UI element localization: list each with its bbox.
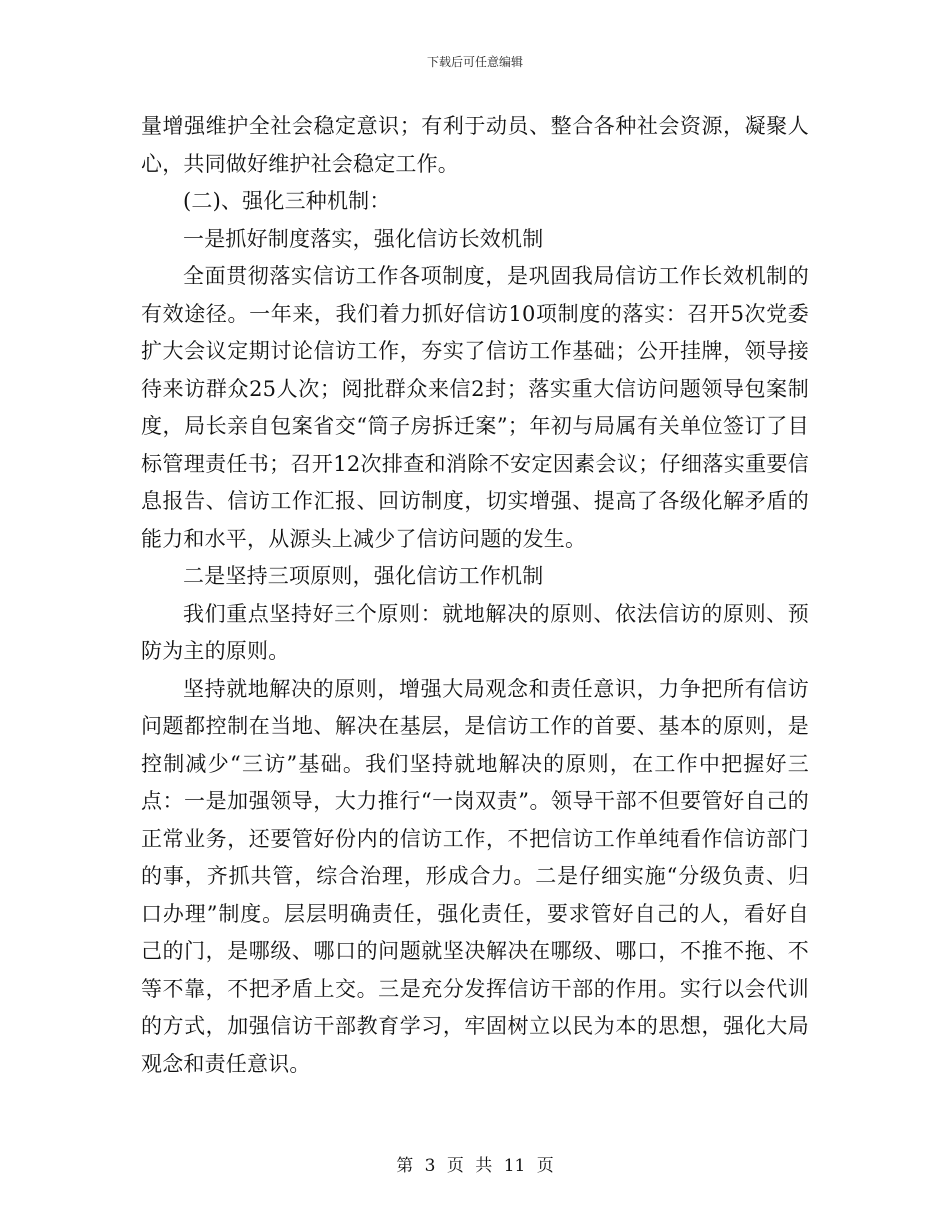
paragraph-principles-list: 我们重点坚持好三个原则：就地解决的原则、依法信访的原则、预防为主的原则。: [141, 601, 809, 663]
document-body: [141, 108, 809, 1083]
subheading-institutional-implementation: 一是抓好制度落实，强化信访长效机制: [183, 226, 544, 251]
paragraph-continuation: 量增强维护全社会稳定意识；有利于动员、整合各种社会资源，凝聚人心，共同做好维护社会稳定工作。: [141, 114, 809, 176]
download-note: 下载后可任意编辑: [426, 55, 523, 69]
subheading-three-principles: 二是坚持三项原则，强化信访工作机制: [183, 564, 544, 588]
section-heading-three-mechanisms: (二)、强化三种机制：: [183, 189, 391, 213]
page-number: 第 3 页 共 11 页: [396, 1156, 554, 1176]
paragraph-local-resolution: 坚持就地解决的原则，增强大局观念和责任意识，力争把所有信访问题都控制在当地、解决在基层，是信访工作的首要、基本的原则，是控制减少“三访”基础。我们坚持就地解决的原则，在工作中把握好三点：一是加强领导，大力推行“一岗双责”。领导干部不但要管好自己的正常业务，还要管好份内的信访工作，不把信访工作单纯看作信访部门的事，齐抓共管，综合治理，形成合力。二是仔细实施“分级负责、归口办理”制度。层层明确责任，强化责任，要求管好自己的人，看好自己的门，是哪级、哪口的问题就坚决解决在哪级、哪口，不推不拖、不等不靠，不把矛盾上交。三是充分发挥信访干部的作用。实行以会代训的方式，加强信访干部教育学习，牢固树立以民为本的思想，强化大局观念和责任意识。: [141, 676, 809, 1076]
paragraph-system-implementation: 全面贯彻落实信访工作各项制度，是巩固我局信访工作长效机制的有效途径。一年来，我们着力抓好信访10项制度的落实：召开5次党委扩大会议定期讨论信访工作，夯实了信访工作基础；公开挂牌，领导接待来访群众25人次；阅批群众来信2封；落实重大信访问题领导包案制度，局长亲自包案省交“筒子房拆迁案”；年初与局属有关单位签订了目标管理责任书；召开12次排查和消除不安定因素会议；仔细落实重要信息报告、信访工作汇报、回访制度，切实增强、提高了各级化解矛盾的能力和水平，从源头上减少了信访问题的发生。: [141, 264, 809, 551]
